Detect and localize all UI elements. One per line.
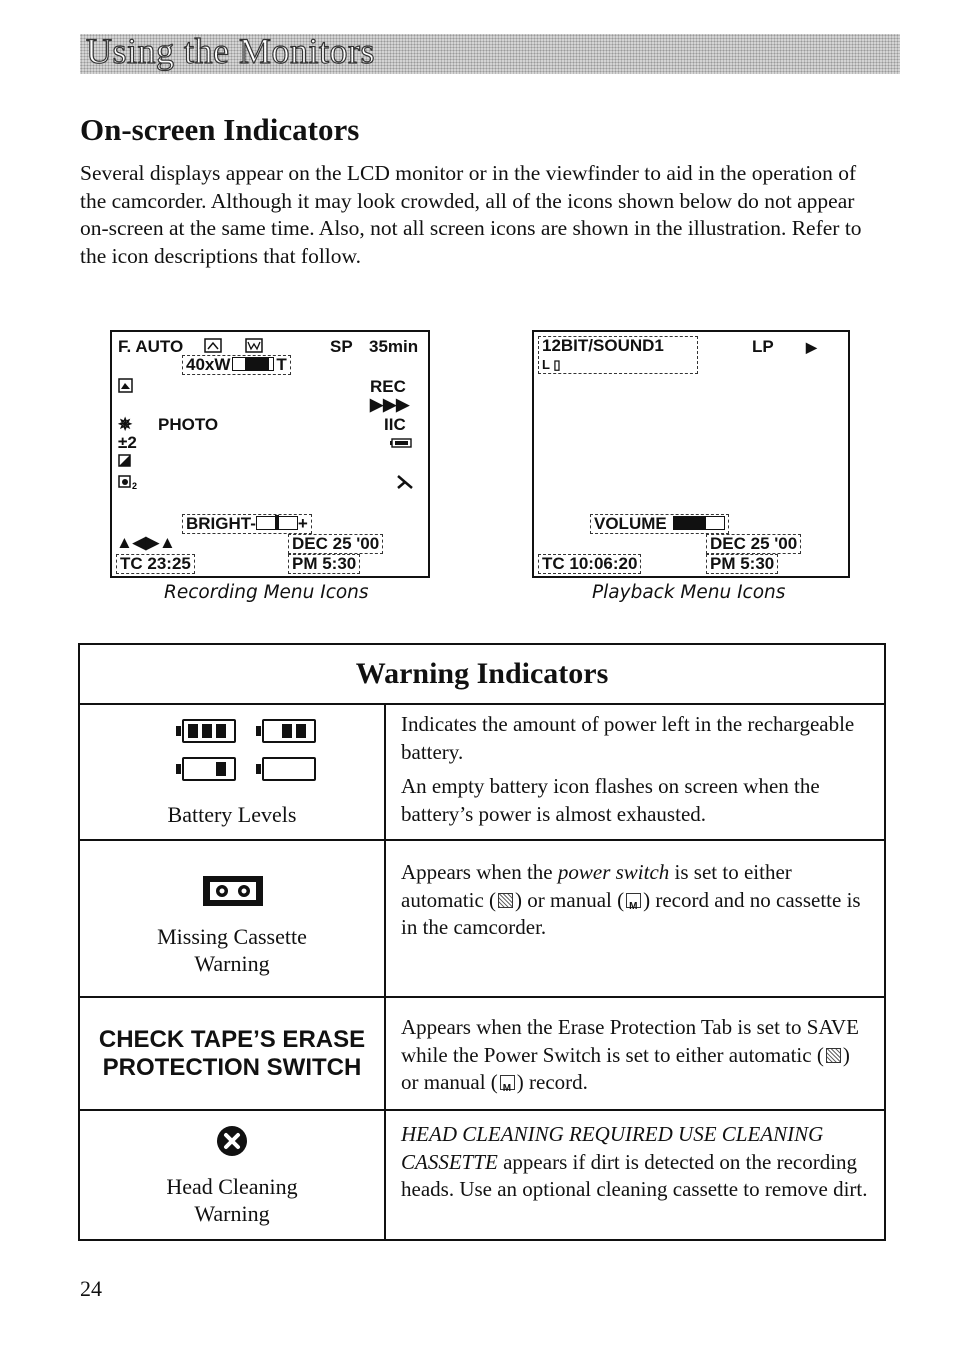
erase-desc-post: ) record. bbox=[516, 1070, 588, 1094]
clock-display bbox=[288, 554, 360, 574]
playback-screen bbox=[532, 330, 850, 578]
zoom-value: 40xW bbox=[186, 355, 231, 374]
digital-effect-icon bbox=[118, 474, 142, 490]
battery-cell bbox=[79, 704, 385, 840]
erase-label-2: PROTECTION SWITCH bbox=[102, 1053, 362, 1081]
playback-date-value: DEC 25 '00 bbox=[710, 534, 798, 553]
tape-time: 35min bbox=[369, 337, 419, 356]
cassette-cell bbox=[79, 840, 385, 997]
clock-value: PM 5:30 bbox=[292, 554, 357, 573]
timecode-display bbox=[116, 554, 195, 574]
battery-levels-label: Battery Levels bbox=[167, 802, 297, 827]
rec-label: REC bbox=[370, 377, 406, 396]
sp-label: SP bbox=[330, 337, 353, 356]
cassette-desc-post: ) record and no cassette is in the camcorder. bbox=[401, 887, 861, 939]
lp-label: LP bbox=[752, 337, 774, 356]
playback-clock-display bbox=[706, 554, 778, 574]
battery-description bbox=[385, 704, 885, 840]
head-cleaning-desc-post: appears if dirt is detected on the recording heads. Use an optional cleaning cassette to remove dirt. bbox=[401, 1149, 868, 1201]
cassette-desc-pre: Appears when the bbox=[401, 860, 558, 884]
cassette-label-2: Warning bbox=[194, 951, 270, 976]
audio-mode-display bbox=[538, 336, 698, 374]
auto-mode-icon bbox=[498, 893, 513, 908]
cassette-desc-mid: is set to either automatic ( bbox=[401, 860, 792, 912]
table-row bbox=[79, 704, 885, 840]
cassette-label-1: Missing Cassette bbox=[157, 924, 307, 949]
head-cleaning-icon bbox=[216, 1125, 248, 1157]
exposure-label: ±2 bbox=[118, 433, 137, 452]
f-auto-label: F. AUTO bbox=[118, 337, 184, 356]
date-display bbox=[288, 534, 383, 554]
manual-mode-icon bbox=[500, 1075, 515, 1090]
page-number: 24 bbox=[80, 1276, 102, 1301]
erase-desc-mid: ) or manual ( bbox=[401, 1042, 850, 1094]
iic-label: IIC bbox=[384, 415, 406, 434]
cassette-description bbox=[385, 840, 885, 997]
battery-desc-2: An empty battery icon flashes on screen when the battery’s power is almost exhausted. bbox=[401, 774, 820, 826]
battery-two-thirds-icon bbox=[262, 719, 316, 743]
head-cleaning-label-1: Head Cleaning bbox=[166, 1174, 298, 1199]
playback-timecode-display bbox=[538, 554, 641, 574]
volume-label: VOLUME bbox=[594, 514, 667, 533]
section-title: On-screen Indicators bbox=[80, 112, 360, 147]
battery-desc-1: Indicates the amount of power left in the rechargeable battery. bbox=[401, 712, 855, 764]
erase-label-1: CHECK TAPE’S ERASE bbox=[98, 1025, 366, 1053]
missing-cassette-icon bbox=[202, 875, 264, 907]
manual-mode-icon bbox=[626, 893, 641, 908]
recording-caption: Recording Menu Icons bbox=[164, 582, 369, 603]
zoom-t: T bbox=[276, 355, 287, 374]
battery-icon bbox=[390, 438, 412, 448]
head-cleaning-small-icon bbox=[396, 474, 414, 490]
playback-caption: Playback Menu Icons bbox=[592, 582, 786, 603]
flash-icon: ✵ bbox=[118, 415, 133, 434]
warning-table-title: Warning Indicators bbox=[79, 644, 885, 704]
table-row bbox=[79, 1110, 885, 1240]
play-arrow: ▶ bbox=[806, 339, 817, 355]
bit-sound-label: 12BIT/SOUND1 bbox=[542, 336, 664, 355]
speed-arrows: ▶▶▶ bbox=[370, 395, 410, 414]
table-row bbox=[79, 997, 885, 1110]
warning-indicators-table bbox=[78, 643, 886, 1241]
battery-full-icon bbox=[182, 719, 236, 743]
audio-channel-icon: L ▯ bbox=[542, 357, 561, 372]
program-ae-icons bbox=[204, 338, 266, 354]
battery-one-third-icon bbox=[182, 757, 236, 781]
cassette-desc-mid2: ) or manual ( bbox=[515, 887, 625, 912]
title-banner bbox=[80, 31, 900, 74]
zoom-indicator bbox=[182, 355, 291, 375]
recording-screen bbox=[110, 330, 430, 578]
erase-desc-pre: Appears when the Erase Protection Tab is set to SAVE while the Power Switch is set to either automatic ( bbox=[401, 1015, 859, 1067]
intro-paragraph: Several displays appear on the LCD monitor or in the viewfinder to aid in the operation of the camcorder. Although it may look crowded, all of the icons shown below do not appear on-screen at the same time. Also, not all screen icons are shown in the illustration. Refer to the icon descriptions that follow. bbox=[80, 161, 862, 268]
head-cleaning-desc-emphasis: HEAD CLEANING REQUIRED USE CLEANING CASSETTE bbox=[401, 1122, 824, 1174]
scene-icon bbox=[118, 378, 134, 394]
cassette-desc-emphasis: power switch bbox=[557, 860, 670, 884]
playback-clock-value: PM 5:30 bbox=[710, 554, 775, 573]
auto-mode-icon bbox=[826, 1048, 841, 1063]
banner-title: Using the Monitors bbox=[86, 31, 376, 71]
erase-protection-cell bbox=[79, 997, 385, 1110]
date-value: DEC 25 '00 bbox=[292, 534, 380, 553]
head-cleaning-cell bbox=[79, 1110, 385, 1240]
timecode-value: TC 23:25 bbox=[120, 554, 191, 573]
erase-description bbox=[385, 997, 885, 1110]
audio-level-icon: ▲◀▶▲ bbox=[116, 533, 176, 552]
white-balance-icon bbox=[118, 454, 132, 468]
battery-empty-icon bbox=[262, 757, 316, 781]
bright-plus: + bbox=[297, 514, 308, 533]
playback-date-display bbox=[706, 534, 801, 554]
bright-indicator bbox=[182, 514, 312, 534]
table-row bbox=[79, 840, 885, 997]
volume-indicator bbox=[590, 514, 729, 534]
photo-label: PHOTO bbox=[158, 415, 219, 434]
playback-timecode-value: TC 10:06:20 bbox=[542, 554, 638, 573]
bright-label: BRIGHT- bbox=[186, 514, 256, 533]
head-cleaning-label-2: Warning bbox=[194, 1201, 270, 1226]
svg-text:2: 2 bbox=[132, 481, 138, 490]
head-cleaning-description bbox=[385, 1110, 885, 1240]
